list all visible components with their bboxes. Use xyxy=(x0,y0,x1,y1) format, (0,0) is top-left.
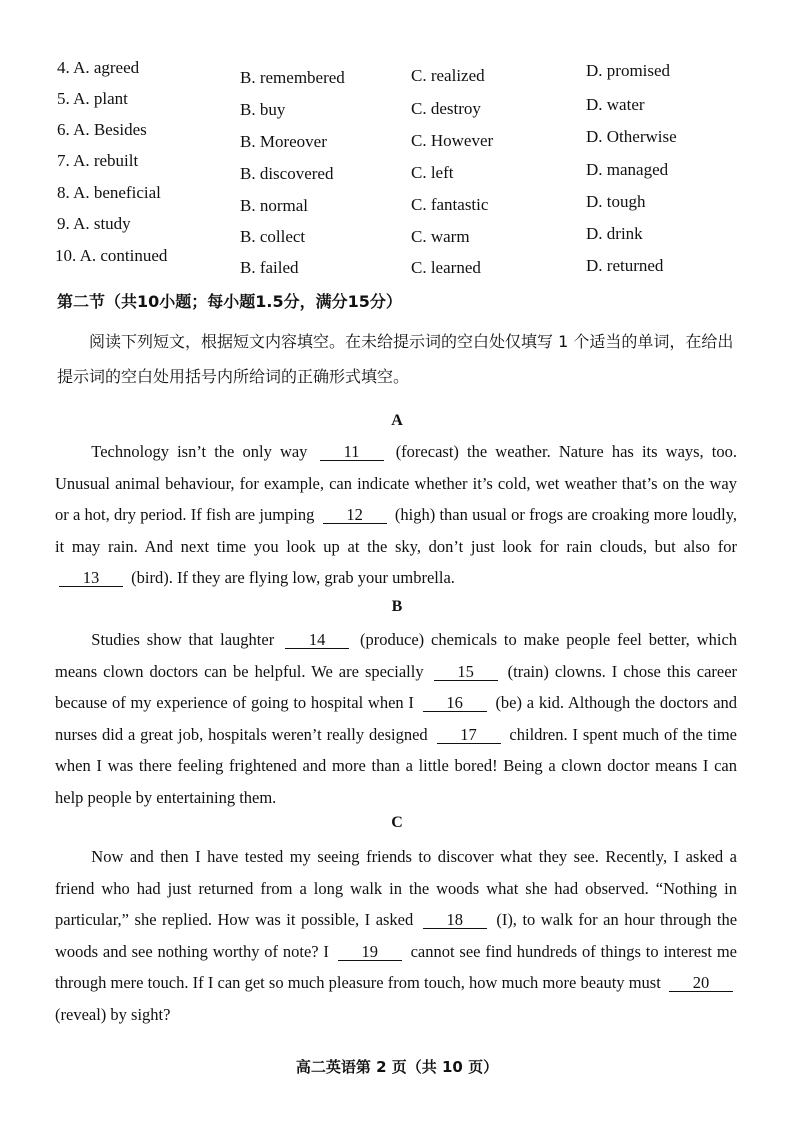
blank-13[interactable]: 13 xyxy=(59,570,123,587)
blank-11[interactable]: 11 xyxy=(320,444,384,461)
option-c: C. realized xyxy=(411,66,485,85)
passage-c-label: C xyxy=(391,814,403,831)
passage-a-text-4: (bird). If they are flying low, grab your umbrella. xyxy=(131,568,455,587)
option-a: 10. A. continued xyxy=(55,246,168,265)
option-d: D. managed xyxy=(586,160,669,179)
passage-b xyxy=(55,624,737,813)
blank-12[interactable]: 12 xyxy=(323,507,387,524)
passage-c-text-1: Now and then I have tested my seeing friends to discover what they see. Recently, I asked a friend who had just returned from a long walk in the woods what she had observed. “Nothing in particular,” she replied. How was it possible, I asked xyxy=(55,847,737,929)
option-c: C. However xyxy=(411,131,494,150)
option-b: B. discovered xyxy=(240,164,334,183)
option-a: 4. A. agreed xyxy=(57,58,140,77)
option-a: 9. A. study xyxy=(57,214,131,233)
option-c: C. learned xyxy=(411,258,481,277)
option-d: D. water xyxy=(586,95,645,114)
passage-a-text-1: Technology isn’t the only way xyxy=(91,442,308,461)
passage-b-label: B xyxy=(391,598,403,615)
option-d: D. returned xyxy=(586,256,664,275)
option-c: C. fantastic xyxy=(411,195,489,214)
blank-18[interactable]: 18 xyxy=(423,912,487,929)
section-heading: 第二节（共10小题；每小题1.5分，满分15分） xyxy=(57,292,402,311)
blank-16[interactable]: 16 xyxy=(423,695,487,712)
option-b: B. collect xyxy=(240,227,306,246)
passage-a xyxy=(55,436,737,594)
passage-b-text-3: (train) clowns. I chose this career because of my experience of going to hospital when I xyxy=(55,661,738,712)
option-c: C. warm xyxy=(411,227,470,246)
option-c: C. left xyxy=(411,163,454,182)
option-row-5 xyxy=(0,89,794,119)
blank-20[interactable]: 20 xyxy=(669,975,733,992)
section-instructions: 阅读下列短文，根据短文内容填空。在未给提示词的空白处仅填写 1 个适当的单词，在给出提示词的空白处用括号内所给词的正确形式填空。 xyxy=(57,332,734,386)
option-row-7 xyxy=(0,151,794,181)
passage-c-text-2: (I), to walk for an hour through the woods and see nothing worthy of note? I xyxy=(55,910,738,961)
option-a: 8. A. beneficial xyxy=(57,183,161,202)
option-a: 5. A. plant xyxy=(57,89,128,108)
option-b: B. buy xyxy=(240,100,286,119)
option-d: D. Otherwise xyxy=(586,127,677,146)
option-b: B. failed xyxy=(240,258,299,277)
passage-c-text-3: cannot see find hundreds of things to interest me through mere touch. If I can get so much pleasure from touch, how much more beauty must xyxy=(55,941,738,992)
option-d: D. tough xyxy=(586,192,646,211)
passage-a-text-2: (forecast) the weather. Nature has its ways, too. Unusual animal behaviour, for example, can indicate whether it’s cold, wet weather that’s on the way or a hot, dry period. If fish are jumping xyxy=(55,442,738,524)
passage-b-text-4: (be) a kid. Although the doctors and nurses did a great job, hospitals weren’t really designed xyxy=(55,693,738,744)
option-row-6 xyxy=(0,120,794,150)
option-row-4 xyxy=(0,58,794,88)
option-b: B. normal xyxy=(240,196,308,215)
passage-c xyxy=(55,841,737,1030)
option-row-9 xyxy=(0,214,794,244)
blank-19[interactable]: 19 xyxy=(338,944,402,961)
option-b: B. remembered xyxy=(240,68,345,87)
blank-17[interactable]: 17 xyxy=(437,727,501,744)
passage-b-text-5: children. I spent much of the time when I was there feeling frightened and more than a little bored! Being a clown doctor means I can help people by entertaining them. xyxy=(55,724,737,807)
blank-15[interactable]: 15 xyxy=(434,664,498,681)
option-c: C. destroy xyxy=(411,99,481,118)
option-row-8 xyxy=(0,183,794,213)
blank-14[interactable]: 14 xyxy=(285,632,349,649)
option-d: D. drink xyxy=(586,224,643,243)
passage-c-text-4: (reveal) by sight? xyxy=(55,1004,171,1024)
passage-a-label: A xyxy=(391,412,403,429)
option-row-10 xyxy=(0,246,794,276)
passage-a-text-3: (high) than usual or frogs are croaking more loudly, it may rain. And next time you look up at the sky, don’t just look for rain clouds, but also for xyxy=(55,505,738,556)
option-b: B. Moreover xyxy=(240,132,327,151)
passage-b-text-1: Studies show that laughter xyxy=(91,630,275,649)
option-a: 6. A. Besides xyxy=(57,120,147,139)
option-d: D. promised xyxy=(586,61,671,80)
option-a: 7. A. rebuilt xyxy=(57,151,139,170)
page-footer: 高二英语第 2 页（共 10 页） xyxy=(295,1058,499,1076)
passage-b-text-2: (produce) chemicals to make people feel better, which means clown doctors can be helpful. We are specially xyxy=(55,630,738,681)
